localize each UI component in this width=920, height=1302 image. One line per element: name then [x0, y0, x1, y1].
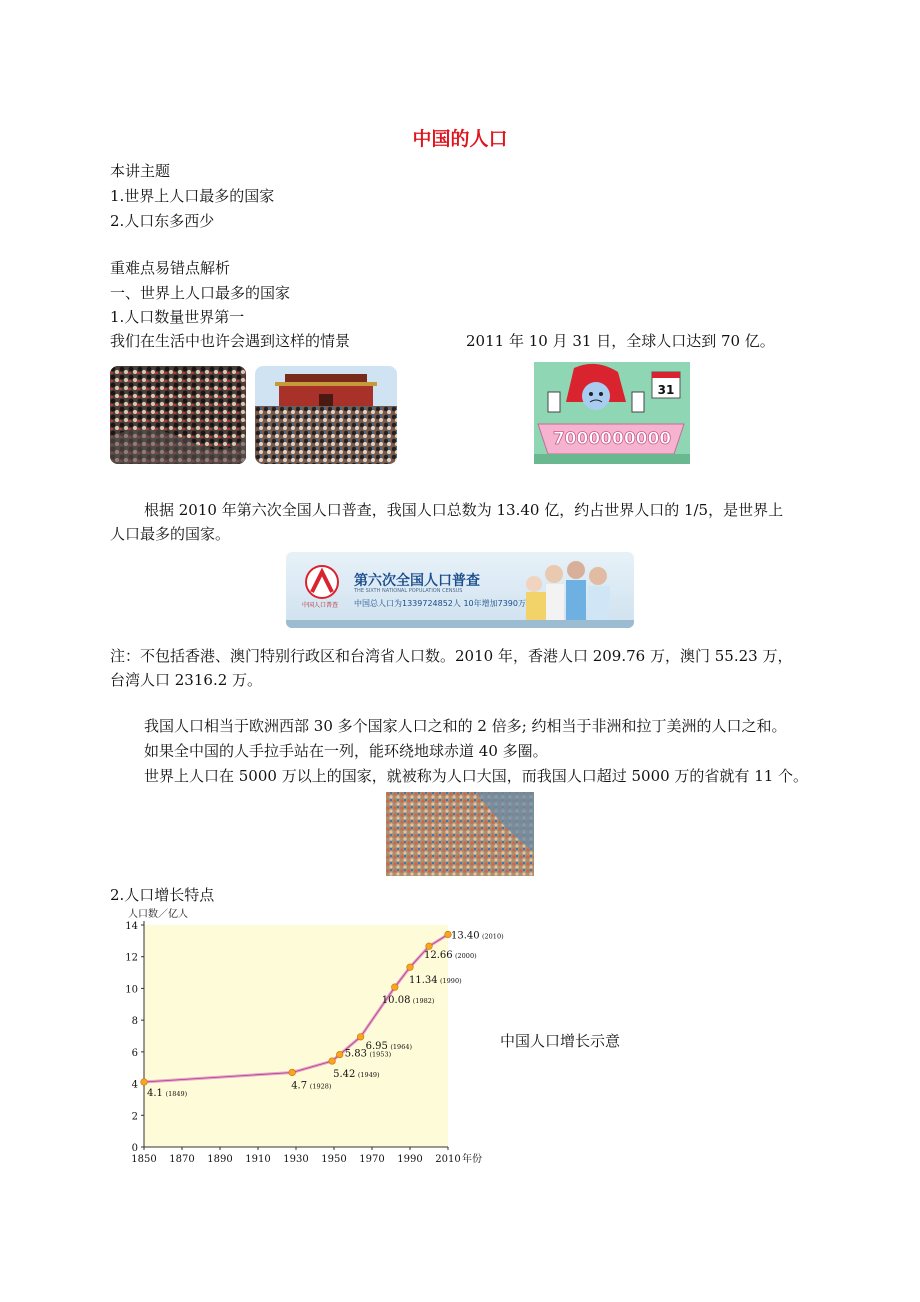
data-point	[407, 964, 414, 971]
beach-crowd-art	[386, 792, 534, 876]
y-tick-label: 10	[125, 984, 138, 996]
x-tick-label: 1870	[169, 1154, 195, 1165]
y-tick-label: 4	[131, 1079, 138, 1091]
y-tick-label: 2	[131, 1111, 138, 1123]
data-label: 4.7	[291, 1080, 308, 1092]
census-logo-text: 中国人口普查	[302, 602, 339, 609]
subsection-2-heading: 2.人口增长特点	[110, 886, 215, 904]
plot-background	[144, 925, 448, 1147]
seven-billion-cartoon	[534, 362, 690, 464]
data-point	[357, 1033, 364, 1040]
data-point	[336, 1051, 343, 1058]
fact-2: 如果全中国的人手拉手站在一列，能环绕地球赤道 40 多圈。	[144, 742, 548, 760]
y-tick-label: 8	[131, 1016, 138, 1028]
data-label-year: (1849)	[165, 1089, 188, 1098]
census-banner-stat: 中国总人口为1339724852人 10年增加7390万	[354, 599, 526, 608]
data-label-year: (1953)	[369, 1050, 392, 1059]
section-1-heading: 一、世界上人口最多的国家	[110, 284, 291, 302]
data-point	[329, 1058, 336, 1065]
data-label: 13.40	[451, 930, 480, 942]
data-point	[141, 1079, 148, 1086]
data-point	[289, 1069, 296, 1076]
outline-item-1: 1.世界上人口最多的国家	[110, 187, 275, 205]
x-tick-label: 1850	[131, 1154, 157, 1165]
outline-heading: 本讲主题	[110, 162, 171, 180]
outline-item-2: 2.人口东多西少	[110, 212, 215, 230]
cartoon-digits: 7000000000	[552, 429, 672, 449]
x-tick-label: 1990	[397, 1154, 423, 1165]
y-tick-label: 14	[125, 921, 138, 932]
data-label: 5.83	[344, 1048, 367, 1060]
palace-crowd-photo	[255, 366, 397, 464]
data-label: 4.1	[147, 1087, 163, 1099]
data-label: 12.66	[424, 950, 453, 962]
x-axis-label: 年份	[462, 1154, 482, 1165]
data-label: 5.42	[333, 1069, 356, 1081]
analysis-heading: 重难点易错点解析	[110, 259, 231, 277]
crowd-photo-1-art	[110, 366, 246, 464]
data-label: 6.95	[365, 1040, 388, 1052]
chart-caption: 中国人口增长示意	[500, 1032, 621, 1050]
census-paragraph-line-1: 根据 2010 年第六次全国人口普查，我国人口总数为 13.40 亿，约占世界人口的 1/5，是世界上	[144, 501, 784, 519]
data-label-year: (1928)	[309, 1082, 332, 1091]
data-label-year: (1990)	[440, 977, 462, 986]
x-tick-label: 1890	[207, 1154, 233, 1165]
data-label-year: (1982)	[412, 997, 435, 1006]
population-growth-chart	[108, 905, 508, 1170]
crowd-photo-1	[110, 366, 246, 464]
y-tick-label: 0	[131, 1143, 138, 1154]
page-title: 中国的人口	[412, 128, 508, 150]
cartoon-art	[534, 362, 690, 464]
data-label-year: (1949)	[357, 1071, 380, 1080]
scene-text: 我们在生活中也许会遇到这样的情景	[110, 332, 351, 350]
census-banner	[286, 552, 634, 628]
census-paragraph-line-2: 人口最多的国家。	[110, 525, 231, 543]
y-tick-label: 6	[131, 1047, 138, 1059]
beach-crowd-photo	[386, 792, 534, 876]
x-tick-label: 2010	[435, 1154, 461, 1165]
data-label: 10.08	[381, 995, 411, 1007]
x-tick-label: 1950	[321, 1154, 347, 1165]
data-point	[426, 943, 433, 950]
x-tick-label: 1910	[245, 1154, 271, 1165]
data-label: 11.34	[409, 975, 438, 987]
x-tick-label: 1930	[283, 1154, 309, 1165]
y-tick-label: 12	[125, 952, 138, 964]
population-line-chart	[108, 905, 508, 1170]
census-banner-subtitle: THE SIXTH NATIONAL POPULATION CENSUS	[354, 588, 463, 594]
note-line-2: 台湾人口 2316.2 万。	[110, 671, 263, 689]
subsection-1-heading: 1.人口数量世界第一	[110, 308, 245, 326]
data-label-year: (2010)	[482, 932, 504, 941]
fact-3: 世界上人口在 5000 万以上的国家，就被称为人口大国，而我国人口超过 5000 万的省就有 11 个。	[144, 767, 809, 785]
data-label-year: (1964)	[390, 1042, 413, 1051]
fact-1: 我国人口相当于欧洲西部 30 多个国家人口之和的 2 倍多; 约相当于非洲和拉丁美洲的人口之和。	[144, 717, 787, 735]
census-banner-title: 第六次全国人口普查	[354, 573, 480, 589]
date-text: 2011 年 10 月 31 日，全球人口达到 70 亿。	[466, 332, 775, 350]
note-line-1: 注：不包括香港、澳门特别行政区和台湾省人口数。2010 年，香港人口 209.76 万，澳门 55.23 万，	[110, 647, 793, 665]
x-tick-label: 1970	[359, 1154, 385, 1165]
data-point	[392, 984, 399, 991]
y-axis-label: 人口数／亿人	[128, 909, 188, 920]
palace-crowd-art	[255, 366, 397, 464]
calendar-day: 31	[657, 383, 675, 397]
data-label-year: (2000)	[455, 952, 477, 961]
